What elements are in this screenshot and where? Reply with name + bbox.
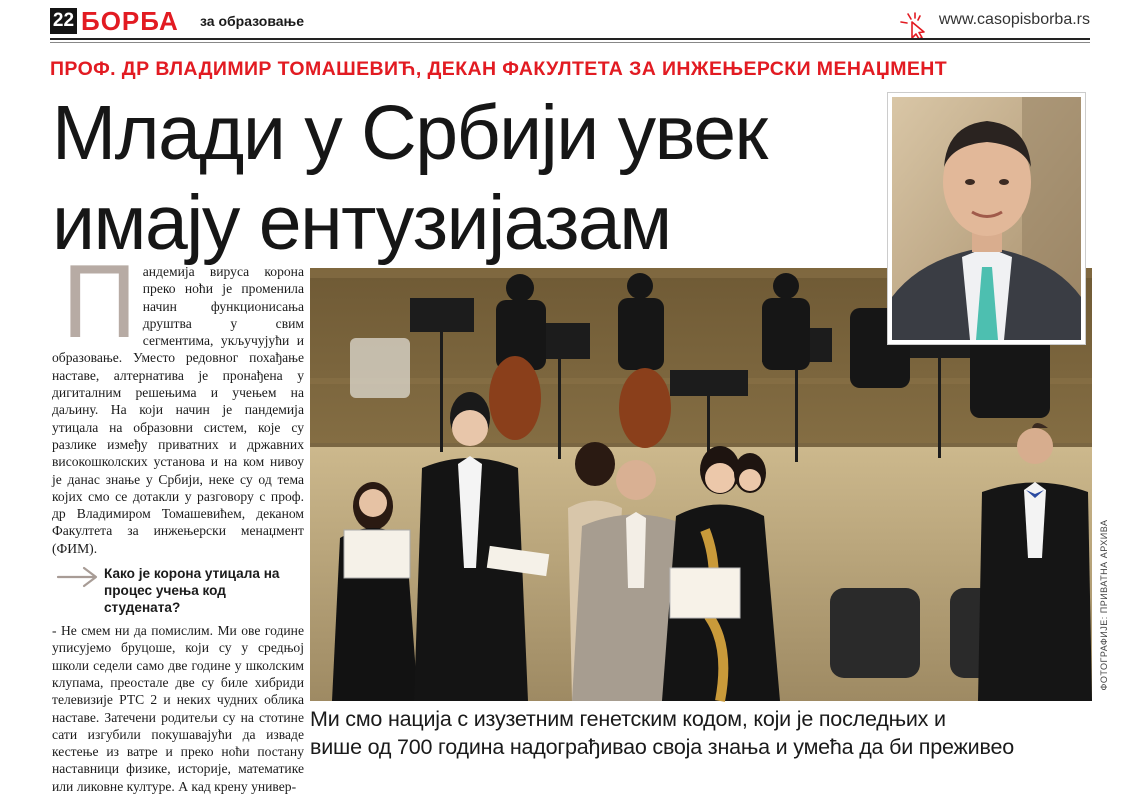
drop-cap: П [62,244,137,360]
photo-caption [310,705,1100,761]
intro-text: андемија вируса корона преко ноћи је променила начин функционисања друштва у свим сегментима, укључујући и образовање. Уместо редовног похађање наставе, алтернатива је пронађена у дигиталним решењима и учењем на даљину. На који начин је пандемија утицала на образовни систем, које су разлике између приватних и државних високошколских установа и на ком нивоу је данас знање у Србији, неке су од тема којих смо се дотакли у разговору с проф. др Владимиром Томашевићем, деканом Факултета за инжењерски менаџмент (ФИМ). [52,264,304,556]
header-divider [50,38,1090,40]
answer-paragraph: - Не смем ни да помислим. Ми ове године уписујемо бруцоше, који су у средњој школи седели само две године у школским клупама, преостале две су биле хибриди телевизије РТС 2 и неких чудних облика наставе. Затечени родитељи су на стотине сати изгубили покушавајући да изваде кестење из ватре и преко ноћи постану наставници физике, историје, математике или ликовне културе. А кад крену универ- [52,623,304,794]
article-headline [52,88,912,268]
cursor-click-icon [898,10,938,40]
arrow-right-icon [56,565,100,589]
photo-credit-text: ФОТОГРАФИЈЕ: ПРИВАТНА АРХИВА [1099,519,1109,691]
caption-line-2: више од 700 година надограђивао своја знања и умећа да би преживео [310,735,1014,759]
page-header [50,6,1090,36]
portrait-illustration [892,97,1081,340]
headline-line-1: Млади у Србији увек [52,90,767,176]
interview-question [52,565,304,616]
article-kicker: ПРОФ. ДР ВЛАДИМИР ТОМАШЕВИЋ, ДЕКАН ФАКУЛТЕТА ЗА ИНЖЕЊЕРСКИ МЕНАЏМЕНТ [50,58,948,80]
photo-credit [1094,520,1108,700]
article-body [52,244,304,795]
headline-line-2: имају ентузијазам [52,180,671,266]
question-text: Како је корона утицала на процес учења код студената? [104,566,280,616]
portrait-photo [888,93,1085,344]
website-link[interactable]: www.casopisborba.rs [938,11,1090,28]
header-divider-thin [50,42,1090,43]
intro-paragraph [52,244,304,557]
caption-line-1: Ми смо нација с изузетним генетским кодом, који је последњих и [310,707,946,731]
page-number: 22 [50,8,77,34]
brand-logo: БОРБА [81,6,179,36]
section-label: за образовање [200,13,305,29]
